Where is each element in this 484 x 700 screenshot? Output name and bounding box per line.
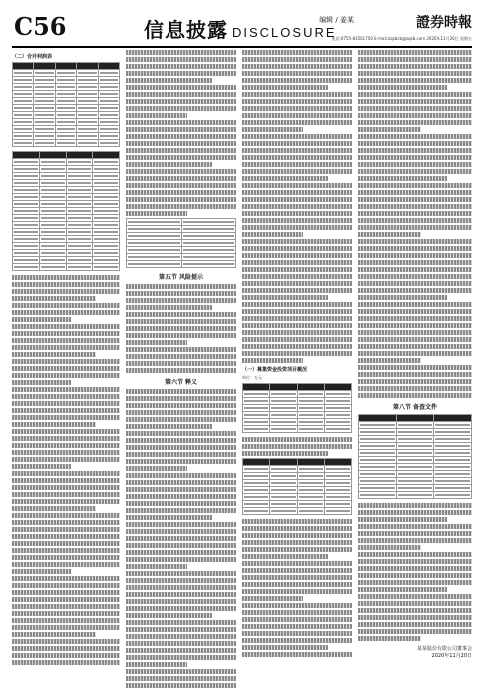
section-heading: 第五节 风险提示 — [158, 274, 204, 281]
table-caption: （二）合并利润表 — [12, 54, 53, 60]
article-body — [12, 50, 472, 690]
table-unit: 单位：万元 — [242, 375, 262, 380]
project-table-2 — [242, 458, 352, 515]
section-title — [144, 14, 337, 43]
section-title-cn: 信息披露 — [144, 18, 228, 42]
body-text — [242, 437, 352, 456]
page-number: C56 — [14, 12, 67, 41]
project-table — [242, 383, 352, 433]
financial-table-2 — [12, 151, 120, 271]
section-heading: 第八节 备查文件 — [392, 404, 438, 411]
subheading: （一）募集资金投资项目概况 — [242, 367, 308, 373]
body-text — [242, 50, 352, 363]
column-1 — [12, 50, 120, 690]
newspaper-masthead: 證券時報 — [416, 15, 472, 31]
body-text — [126, 284, 236, 373]
signature: 某某股份有限公司董事会 — [416, 646, 472, 652]
body-text — [12, 275, 120, 665]
page-header — [12, 6, 472, 48]
body-text — [126, 50, 236, 216]
contact-line: 电话:0755-83501750 E-mail:zqsbcb@zqsb.com 2020年11月20日 星期五 — [331, 36, 472, 41]
editor-credit: 编辑 / 姜某 — [319, 16, 354, 24]
body-text — [358, 503, 472, 641]
financial-table — [12, 62, 120, 147]
company-info-table — [126, 218, 236, 268]
section-title-en: DISCLOSURE — [232, 25, 337, 40]
column-2 — [126, 50, 236, 690]
column-3 — [242, 50, 352, 690]
document-list-table — [358, 414, 472, 499]
body-text — [126, 389, 236, 690]
column-4 — [358, 50, 472, 690]
signature-date: 2020年11月20日 — [431, 653, 472, 659]
body-text — [242, 519, 352, 657]
masthead-block — [322, 12, 472, 32]
body-text — [358, 50, 472, 398]
section-heading: 第六节 释义 — [164, 379, 198, 386]
